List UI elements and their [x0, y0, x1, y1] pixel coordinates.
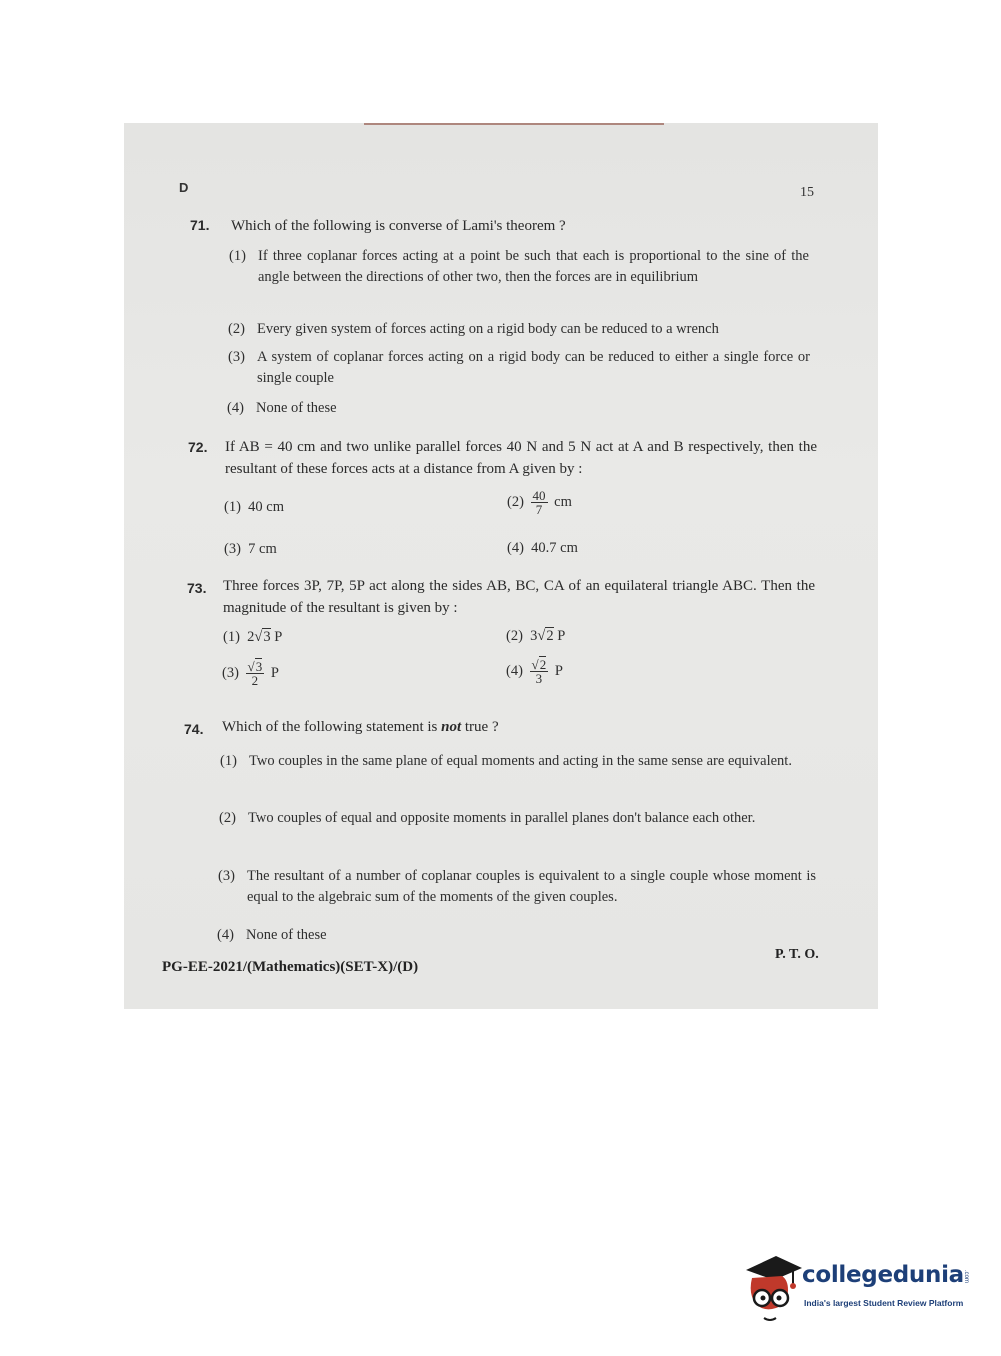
option-text: If three coplanar forces acting at a point be such that each is proportional to the sine of the angle between the directions of other two, then the forces are in equilibrium: [258, 248, 809, 285]
radical-sign: √: [254, 629, 263, 645]
radical-sign: √: [247, 659, 255, 674]
option: [223, 627, 282, 648]
question-text: If AB = 40 cm and two unlike parallel forces 40 N and 5 N act at A and B respectively, then the resultant of these forces acts at a distance from A given by :: [225, 439, 817, 477]
radicand: 3: [255, 659, 263, 674]
pto-label: P. T. O.: [775, 947, 819, 962]
option: [227, 398, 527, 419]
numerator: 40: [532, 488, 546, 503]
option: [218, 866, 816, 908]
option-number: (2): [507, 493, 524, 510]
option-number: (1): [223, 629, 240, 645]
option-number: (4): [507, 540, 524, 556]
option-number: (4): [227, 400, 244, 416]
option-text: Two couples in the same plane of equal moments and acting in the same sense are equivalent.: [249, 753, 792, 769]
option-text: None of these: [256, 400, 337, 416]
fraction: [530, 658, 549, 685]
option-text: Two couples of equal and opposite moments in parallel planes don't balance each other.: [248, 810, 756, 826]
set-code: D: [179, 180, 189, 195]
option: [228, 347, 810, 389]
coefficient: 2: [247, 629, 255, 645]
option-text: 40.7 cm: [531, 540, 578, 556]
denominator: 7: [535, 502, 543, 517]
question-text: Which of the following is converse of Lami's theorem ?: [231, 218, 566, 234]
option: [217, 925, 517, 946]
option-text: 40 cm: [248, 499, 285, 515]
question-text: [222, 716, 782, 738]
option-number: (2): [506, 628, 523, 644]
question-number: 73.: [187, 580, 207, 596]
option: [222, 660, 279, 687]
option-number: (2): [219, 810, 236, 826]
coefficient: 3: [530, 628, 538, 644]
variable: P: [270, 664, 279, 681]
question-text-part: true ?: [461, 719, 499, 735]
radicand: 2: [539, 657, 547, 672]
option-number: (3): [228, 349, 245, 365]
numerator: [246, 660, 265, 674]
option: [507, 538, 578, 559]
variable: P: [554, 662, 563, 679]
option: [224, 497, 284, 518]
option-text: None of these: [246, 927, 327, 943]
option: [219, 808, 817, 829]
unit: cm: [554, 493, 572, 510]
option-text: The resultant of a number of coplanar couples is equivalent to a single couple whose moment is equal to the algebraic sum of the moments of the given couples.: [247, 868, 816, 905]
option-number: (1): [220, 753, 237, 769]
option: [228, 319, 818, 340]
question-number: 71.: [190, 217, 210, 233]
radicand: 3: [263, 629, 271, 645]
question-text-part: Which of the following statement is: [222, 719, 442, 735]
option-number: (3): [224, 541, 241, 557]
option-number: (2): [228, 321, 245, 337]
option-number: (1): [224, 499, 241, 515]
question-number: 74.: [184, 721, 204, 737]
variable: P: [557, 628, 566, 644]
option-number: (3): [222, 664, 239, 681]
question-text: Three forces 3P, 7P, 5P act along the sides AB, BC, CA of an equilateral triangle ABC. Then the magnitude of the resultant is given by :: [223, 578, 815, 616]
numerator: [530, 658, 549, 672]
page-edge-line: [364, 123, 664, 125]
mascot-icon: [742, 1248, 804, 1328]
option: [220, 751, 816, 772]
emphasis: not: [441, 719, 462, 735]
radical-sign: √: [531, 657, 539, 672]
denominator: 2: [251, 673, 259, 688]
option: [506, 626, 565, 647]
scanned-page-photo: [124, 123, 878, 1009]
option-number: (1): [229, 248, 246, 264]
option-text: A system of coplanar forces acting on a rigid body can be reduced to either a single force or single couple: [257, 349, 810, 386]
option: [507, 489, 572, 516]
option: [229, 246, 809, 288]
option-number: (4): [506, 662, 523, 679]
variable: P: [274, 629, 283, 645]
denominator: 3: [535, 671, 543, 686]
fraction: [531, 489, 548, 516]
option-text: 7 cm: [248, 541, 277, 557]
brand-suffix: .com: [963, 1270, 969, 1284]
option-number: (4): [217, 927, 234, 943]
radicand: 2: [546, 628, 554, 644]
brand-tagline: India's largest Student Review Platform: [804, 1298, 964, 1308]
question-number: 72.: [188, 439, 208, 455]
fraction: [246, 660, 265, 687]
option-number: (3): [218, 868, 235, 884]
option-text: Every given system of forces acting on a rigid body can be reduced to a wrench: [257, 321, 719, 337]
option: [224, 539, 277, 560]
option: [506, 658, 563, 685]
brand-name: collegedunia: [802, 1262, 964, 1288]
collegedunia-logo: [742, 1248, 982, 1328]
radical-sign: √: [537, 628, 546, 644]
page-number: 15: [800, 185, 814, 200]
paper-code: PG-EE-2021/(Mathematics)(SET-X)/(D): [162, 959, 419, 975]
